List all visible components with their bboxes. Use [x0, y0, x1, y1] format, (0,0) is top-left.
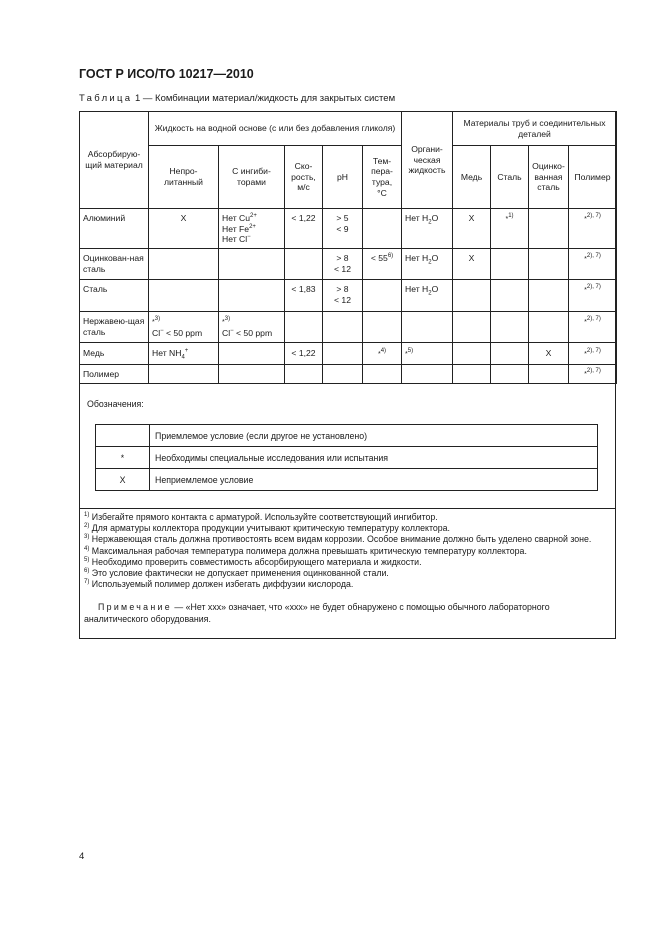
- cell-galvanized: [529, 365, 569, 384]
- cell-copper: [453, 365, 491, 384]
- cell-galvanized: [529, 280, 569, 312]
- header-copper: Медь: [453, 146, 491, 209]
- cell-organic: [402, 312, 453, 343]
- row-material: Полимер: [80, 365, 149, 384]
- page-number: 4: [79, 851, 85, 862]
- footnote: $^{4)}$ Максимальная рабочая температура полимера должна превышать критическую температуру коллектора.: [84, 545, 527, 556]
- table-row: [80, 365, 617, 384]
- cell-speed: < 1,83: [285, 280, 323, 312]
- cell-temperature: [363, 209, 402, 249]
- legend-key: *: [96, 447, 150, 469]
- legend-key: X: [96, 469, 150, 491]
- header-organic: Органи-ческая жидкость: [402, 112, 453, 209]
- header-pipes-group: Материалы труб и соединительных деталей: [453, 112, 617, 146]
- cell-polymer: *$^{2), 7)}$: [569, 209, 617, 249]
- cell-temperature: < $55^{6)}$: [363, 249, 402, 280]
- cell-unlimited: [149, 280, 219, 312]
- row-material: Алюминий: [80, 209, 149, 249]
- table-row: [80, 209, 617, 249]
- cell-unlimited: [149, 365, 219, 384]
- cell-steel: [491, 365, 529, 384]
- cell-temperature: [363, 312, 402, 343]
- table-row: [80, 280, 617, 312]
- footnote: $^{3)}$ Нержавеющая сталь должна противостоять всем видам коррозии. Особое внимание должно быть уделено сварной зоне.: [84, 534, 592, 545]
- cell-polymer: *$^{2), 7)}$: [569, 365, 617, 384]
- cell-polymer: *$^{2), 7)}$: [569, 343, 617, 365]
- legend-title: Обозначения:: [87, 399, 144, 409]
- cell-ph: > 8 < 12: [323, 249, 363, 280]
- cell-inhibitors: [219, 280, 285, 312]
- cell-copper: [453, 312, 491, 343]
- caption-prefix: Таблица: [79, 93, 133, 104]
- cell-speed: [285, 365, 323, 384]
- footnote: $^{5)}$ Необходимо проверить совместимость абсорбирующего материала и жидкости.: [84, 556, 422, 567]
- cell-unlimited: X: [149, 209, 219, 249]
- cell-polymer: *$^{2), 7)}$: [569, 249, 617, 280]
- cell-speed: < 1,22: [285, 209, 323, 249]
- document-title: ГОСТ Р ИСО/ТО 10217—2010: [79, 67, 254, 81]
- table-remark: [84, 601, 612, 625]
- row-material: Нержавею-щая сталь: [80, 312, 149, 343]
- table-row: [80, 312, 617, 343]
- cell-copper: [453, 280, 491, 312]
- cell-polymer: *$^{2), 7)}$: [569, 280, 617, 312]
- legend-key: [96, 425, 150, 447]
- footnote: $^{7)}$ Используемый полимер должен избегать диффузии кислорода.: [84, 579, 354, 590]
- footnote: $^{2)}$ Для арматуры коллектора продукции учитывают критическую температуру коллектора.: [84, 523, 450, 534]
- legend-table: [95, 424, 598, 491]
- table-caption: [79, 93, 395, 104]
- cell-inhibitors: [219, 249, 285, 280]
- header-ph: pH: [323, 146, 363, 209]
- legend-text: Приемлемое условие (если другое не установлено): [150, 425, 598, 447]
- cell-temperature: [363, 280, 402, 312]
- header-water-group: Жидкость на водной основе (с или без добавления гликоля): [149, 112, 402, 146]
- cell-organic: Нет $H_2O$: [402, 249, 453, 280]
- cell-galvanized: X: [529, 343, 569, 365]
- header-absorber: Абсорбирую-щий материал: [80, 112, 149, 209]
- header-polymer: Полимер: [569, 146, 617, 209]
- cell-copper: X: [453, 209, 491, 249]
- cell-unlimited: [149, 249, 219, 280]
- cell-copper: X: [453, 249, 491, 280]
- legend-text: Неприемлемое условие: [150, 469, 598, 491]
- remark-text: — «Нет ххх» означает, что «ххх» не будет обнаружено с помощью обычного лабораторного аналитического оборудования.: [84, 602, 550, 625]
- footnote: $^{1)}$ Избегайте прямого контакта с арматурой. Используйте соответствующий ингибитор.: [84, 512, 438, 522]
- caption-text: 1 — Комбинации материал/жидкость для закрытых систем: [132, 93, 396, 104]
- footnotes: [84, 512, 612, 625]
- header-unlimited: Непро-литанный: [149, 146, 219, 209]
- cell-organic: Нет $H_2O$: [402, 280, 453, 312]
- cell-copper: [453, 343, 491, 365]
- cell-ph: > 8 < 12: [323, 280, 363, 312]
- cell-speed: [285, 312, 323, 343]
- materials-table: [79, 111, 617, 384]
- cell-ph: [323, 312, 363, 343]
- cell-steel: *$^{1)}$: [491, 209, 529, 249]
- cell-steel: [491, 343, 529, 365]
- cell-galvanized: [529, 209, 569, 249]
- row-material: Медь: [80, 343, 149, 365]
- row-material: Сталь: [80, 280, 149, 312]
- header-speed: Ско-рость, м/с: [285, 146, 323, 209]
- cell-inhibitors: *$^{3)}$ Cl− < 50 ppm: [219, 312, 285, 343]
- table-row: [80, 249, 617, 280]
- cell-organic: *$^{5)}$: [402, 343, 453, 365]
- footnotes-divider: [79, 508, 616, 509]
- footnote: $^{6)}$ Это условие фактически не допускает применения оцинкованной стали.: [84, 568, 389, 579]
- row-material: Оцинкован-ная сталь: [80, 249, 149, 280]
- cell-temperature: *$^{4)}$: [363, 343, 402, 365]
- cell-ph: [323, 343, 363, 365]
- cell-galvanized: [529, 312, 569, 343]
- cell-inhibitors: Нет $Cu^{2+}$ Нет $Fe^{2+}$ Нет Cl−: [219, 209, 285, 249]
- cell-steel: [491, 312, 529, 343]
- cell-ph: [323, 365, 363, 384]
- cell-galvanized: [529, 249, 569, 280]
- table-row: [80, 343, 617, 365]
- cell-temperature: [363, 365, 402, 384]
- header-steel: Сталь: [491, 146, 529, 209]
- cell-inhibitors: [219, 343, 285, 365]
- header-galvanized: Оцинко-ванная сталь: [529, 146, 569, 209]
- header-inhibitors: С ингиби-торами: [219, 146, 285, 209]
- legend-row: [96, 469, 598, 491]
- remark-label: Примечание: [98, 602, 172, 613]
- legend-row: [96, 425, 598, 447]
- cell-organic: Нет $H_2O$: [402, 209, 453, 249]
- cell-inhibitors: [219, 365, 285, 384]
- legend-row: [96, 447, 598, 469]
- legend-text: Необходимы специальные исследования или испытания: [150, 447, 598, 469]
- cell-ph: > 5 < 9: [323, 209, 363, 249]
- header-temperature: Тем-пера-тура, °С: [363, 146, 402, 209]
- cell-steel: [491, 249, 529, 280]
- cell-speed: [285, 249, 323, 280]
- cell-unlimited: Нет $NH_4^+$: [149, 343, 219, 365]
- cell-speed: < 1,22: [285, 343, 323, 365]
- cell-steel: [491, 280, 529, 312]
- cell-unlimited: *$^{3)}$ Cl− < 50 ppm: [149, 312, 219, 343]
- cell-organic: [402, 365, 453, 384]
- cell-polymer: *$^{2), 7)}$: [569, 312, 617, 343]
